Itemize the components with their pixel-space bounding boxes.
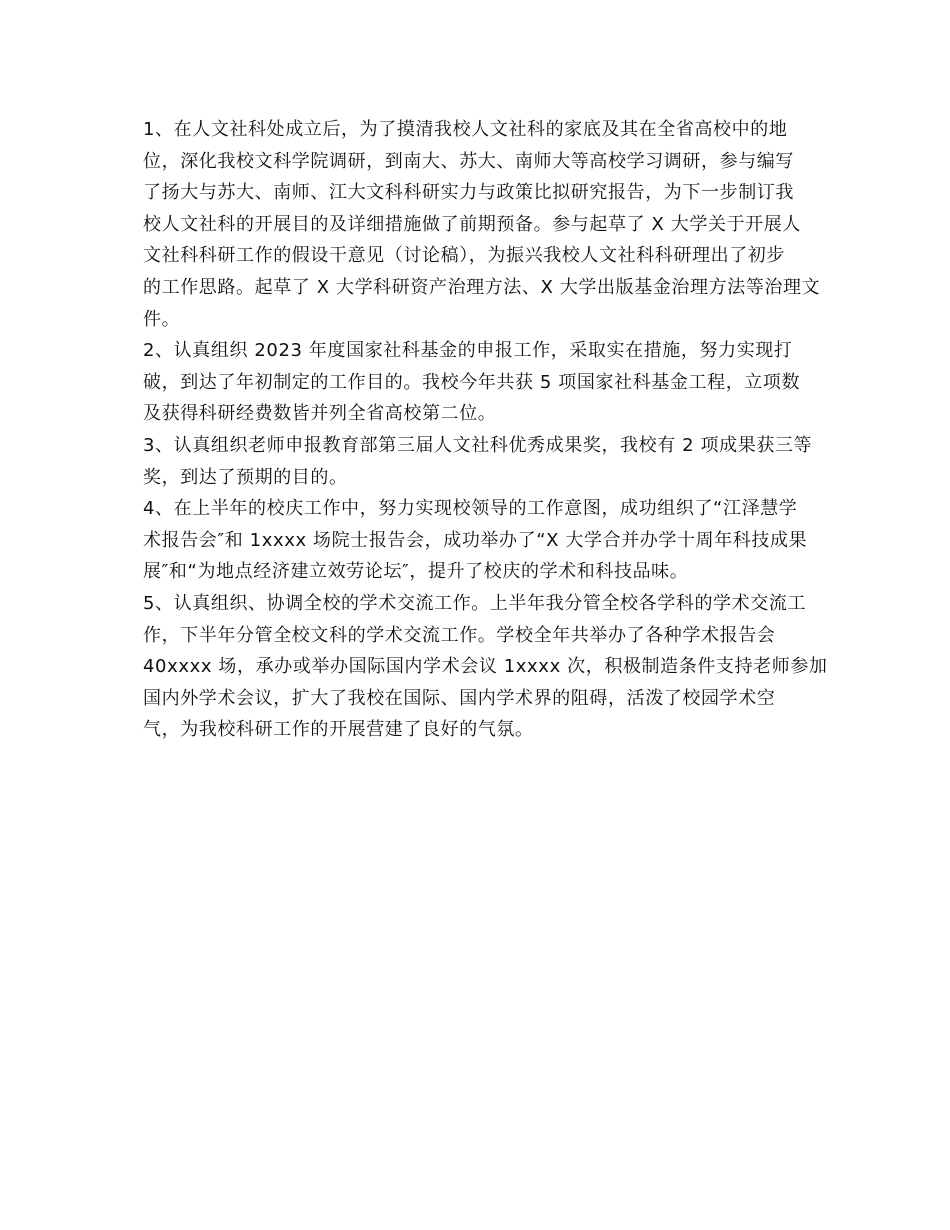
paragraph-5-line-3: 40xxxx 场，承办或举办国际国内学术会议 1xxxx 次，积极制造条件支持老师参加: [143, 656, 828, 678]
paragraph-1-line-2: 位，深化我校文科学院调研，到南大、苏大、南师大等高校学习调研，参与编写: [143, 150, 794, 172]
paragraph-1-line-6: 的工作思路。起草了 X 大学科研资产治理方法、X 大学出版基金治理方法等治理文: [143, 276, 821, 298]
paragraph-1-line-1: 1、在人文社科处成立后，为了摸清我校人文社科的家底及其在全省高校中的地: [143, 119, 788, 140]
paragraph-1-line-5: 文社科科研工作的假设干意见（讨论稿），为振兴我校人文社科科研理出了初步: [143, 245, 785, 267]
paragraph-1-line-4: 校人文社科的开展目的及详细措施做了前期预备。参与起草了 X 大学关于开展人: [143, 213, 801, 235]
paragraph-3-line-2: 奖，到达了预期的目的。: [143, 466, 348, 488]
paragraph-4-line-2: 术报告会″和 1xxxx 场院士报告会，成功举办了“X 大学合并办学十周年科技成果: [143, 529, 808, 551]
paragraph-4-line-1: 4、在上半年的校庆工作中，努力实现校领导的工作意图，成功组织了“江泽慧学: [143, 498, 798, 520]
document-body: [143, 114, 828, 746]
paragraph-5-line-2: 作，下半年分管全校文科的学术交流工作。学校全年共举办了各种学术报告会: [143, 624, 776, 646]
paragraph-5-line-5: 气，为我校科研工作的开展营建了良好的气氛。: [143, 719, 534, 741]
paragraph-2-line-3: 及获得科研经费数皆并列全省高校第二位。: [143, 403, 497, 425]
paragraph-1-line-7: 件。: [143, 308, 181, 330]
paragraph-2-line-1: 2、认真组织 2023 年度国家社科基金的申报工作，采取实在措施，努力实现打: [143, 340, 793, 362]
paragraph-5-line-4: 国内外学术会议，扩大了我校在国际、国内学术界的阻碍，活泼了校园学术空: [143, 687, 776, 709]
paragraph-4-line-3: 展″和“为地点经济建立效劳论坛″，提升了校庆的学术和科技品味。: [143, 561, 689, 583]
paragraph-1-line-3: 了扬大与苏大、南师、江大文科科研实力与政策比拟研究报告，为下一步制订我: [143, 182, 794, 204]
paragraph-2-line-2: 破，到达了年初制定的工作目的。我校今年共获 5 项国家社科基金工程，立项数: [143, 371, 801, 393]
paragraph-3-line-1: 3、认真组织老师申报教育部第三届人文社科优秀成果奖，我校有 2 项成果获三等: [143, 434, 813, 456]
paragraph-5-line-1: 5、认真组织、协调全校的学术交流工作。上半年我分管全校各学科的学术交流工: [143, 592, 807, 614]
